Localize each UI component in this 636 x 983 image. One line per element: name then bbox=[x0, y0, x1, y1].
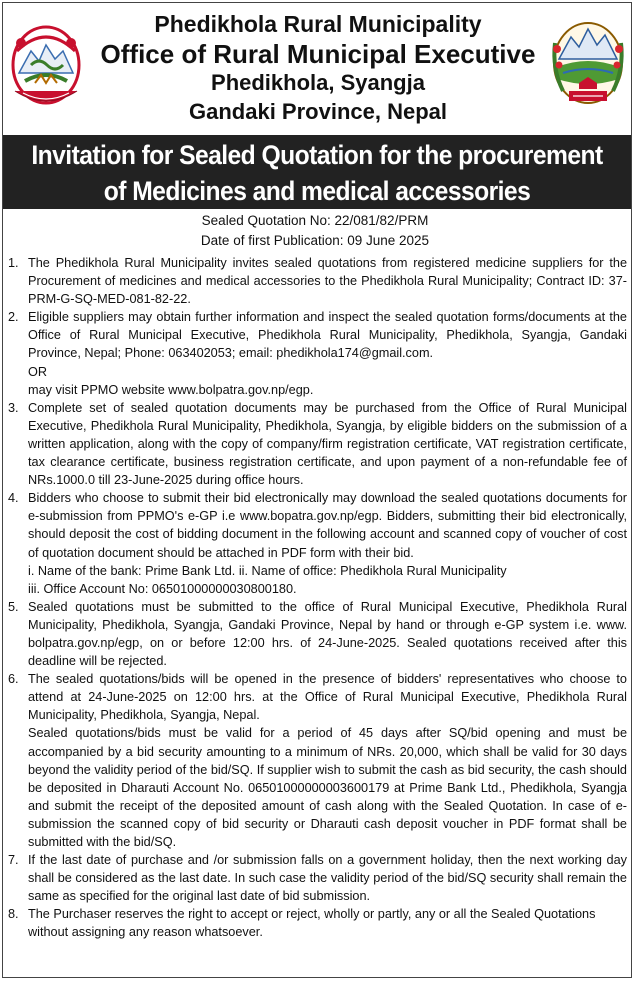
item-number: 7. bbox=[8, 853, 19, 868]
publication-date: Date of first Publication: 09 June 2025 bbox=[200, 233, 430, 248]
municipality-logo-icon bbox=[549, 19, 627, 111]
item-paragraph: Sealed quotations must be submitted to the office of Rural Municipal Executive, Phedikhola Rural Municipality, Phedikhola, Syangja, Gandaki Province, Nepal by hand or through e-GP system i.e. www. bolpatra.gov.np/egp, on or before 12:00 hrs. of 24-June-2025. Sealed quotations received after this deadline will be rejected. bbox=[28, 599, 627, 669]
item-number: 2. bbox=[8, 310, 19, 325]
item-paragraph: iii. Office Account No: 06501000000030800180. bbox=[28, 581, 297, 596]
item-paragraph: OR bbox=[28, 364, 48, 379]
list-item bbox=[8, 851, 627, 905]
quotation-number: Sealed Quotation No: 22/081/82/PRM bbox=[201, 213, 429, 228]
list-item bbox=[8, 254, 627, 308]
item-number: 6. bbox=[8, 672, 19, 687]
office-name: Office of Rural Municipal Executive bbox=[100, 39, 536, 69]
province-line: Gandaki Province, Nepal bbox=[189, 99, 447, 124]
list-item bbox=[8, 905, 627, 941]
item-paragraph: The sealed quotations/bids will be opened in the presence of bidders' representatives who choose to attend at 24-June-2025 on 12:00 hrs. at the Office of Rural Municipal Executive, Phedikhola Rural Municipality, Phedikhola, Syangja, Nepal. bbox=[28, 672, 627, 723]
banner-title-line-1: Invitation for Sealed Quotation for the procurement bbox=[31, 140, 603, 170]
list-item bbox=[8, 308, 627, 398]
list-item bbox=[8, 489, 627, 598]
list-item bbox=[8, 598, 627, 670]
item-number: 4. bbox=[8, 491, 19, 506]
item-paragraph: Bidders who choose to submit their bid electronically may download the sealed quotations documents for e-submission from PPMO's e-GP i.e www.bopatra.gov.np/egp. Bidders, submitting their bid electronically, should deposit the cost of bidding document in the following account and scanned copy of voucher of cost of quotation document should be attached in PDF form with their bid. bbox=[28, 491, 627, 560]
item-paragraph: i. Name of the bank: Prime Bank Ltd. ii. Name of office: Phedikhola Rural Municipality bbox=[28, 563, 507, 578]
banner-title-line-2: of Medicines and medical accessories bbox=[103, 176, 531, 206]
item-paragraph: Sealed quotations/bids must be valid for a period of 45 days after SQ/bid opening and must be accompanied by a bid security amounting to a minimum of NRs. 20,000, which shall be valid for 30 days beyond the validity period of the bid/SQ. If supplier wish to submit the cash as bid security, the cash should be deposited in Dharauti Account No. 06501000000003600179 at Prime Bank Ltd., Phedikhola, Syangja and submit the receipt of the deposited amount of cash along with the Sealed Quotation. In case of e-submission the scanned copy of bid security or Dharauti cash deposit voucher in PDF format shall be submitted with the bid/SQ. bbox=[28, 726, 627, 849]
item-paragraph: If the last date of purchase and /or submission falls on a government holiday, then the next working day shall be considered as the last date. In such case the validity period of the bid/SQ security shall remain the same as specified for the original last date of bid submission. bbox=[28, 853, 627, 904]
list-item bbox=[8, 670, 627, 851]
title-banner bbox=[3, 135, 631, 209]
item-number: 8. bbox=[8, 907, 19, 922]
list-item bbox=[8, 399, 627, 489]
item-paragraph: Eligible suppliers may obtain further information and inspect the sealed quotation forms/documents at the Office of Rural Municipal Executive, Phedikhola Rural Municipality, Phedikhola, Syangja, Gandaki Province, Nepal; Phone: 063402053; email: phedikhola174@gmail.com. bbox=[28, 310, 627, 361]
item-paragraph: The Purchaser reserves the right to accept or reject, wholly or partly, any or all the Sealed Quotations without assigning any reason whatsoever. bbox=[28, 907, 596, 940]
item-number: 1. bbox=[8, 256, 19, 270]
location-line: Phedikhola, Syangja bbox=[211, 70, 425, 95]
item-number: 3. bbox=[8, 400, 19, 415]
municipality-name: Phedikhola Rural Municipality bbox=[154, 11, 482, 37]
item-paragraph: The Phedikhola Rural Municipality invites sealed quotations from registered medicine suppliers for the Procurement of medicines and medical accessories to the Phedikhola Rural Municipality; Contract ID: 37-PRM-G-SQ-MED-081-82-22. bbox=[28, 256, 627, 307]
notice-body bbox=[8, 254, 627, 942]
notice-header bbox=[3, 3, 633, 135]
item-paragraph: may visit PPMO website www.bolpatra.gov.np/egp. bbox=[28, 382, 314, 397]
item-number: 5. bbox=[8, 599, 19, 614]
item-paragraph: Complete set of sealed quotation documents may be purchased from the Office of Rural Municipal Executive, Phedikhola Rural Municipality, Phedikhola, Syangja, by eligible bidders on the submission of a written application, along with the copy of company/firm registration certificate, VAT registration certificate, tax clearance certificate, business registration certificate, and upon payment of a non-refundable fee of NRs.1000.0 till 23-June-2025 during office hours. bbox=[28, 400, 627, 488]
